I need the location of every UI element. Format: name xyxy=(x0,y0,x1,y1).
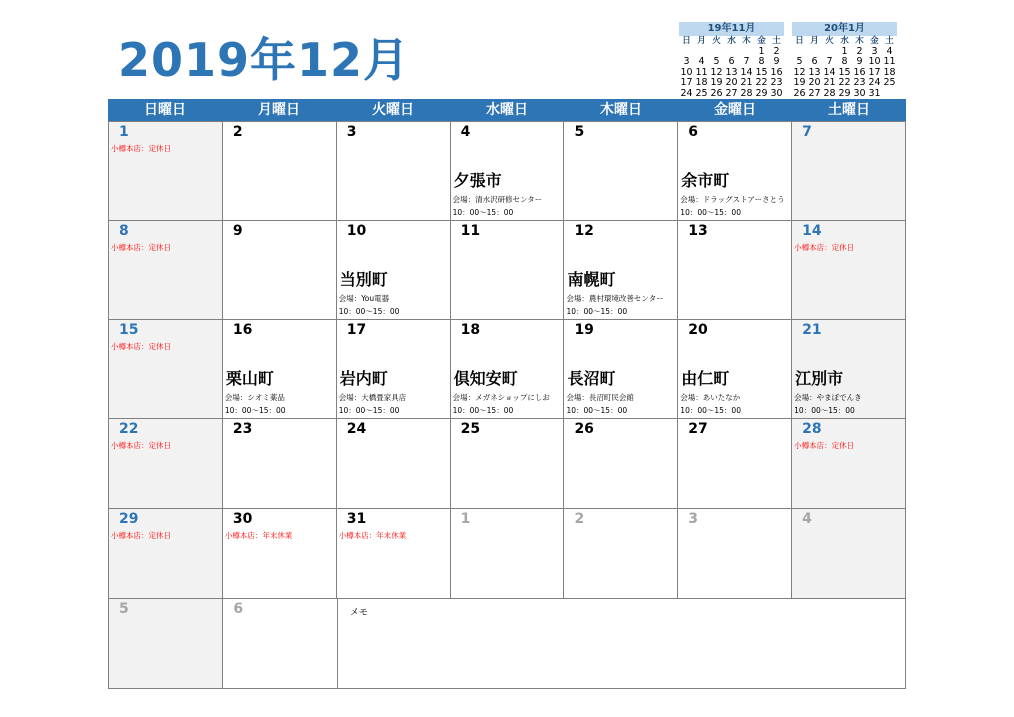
weekday-label: 日曜日 xyxy=(144,102,186,118)
mini-weekday: 日 xyxy=(682,36,691,46)
day-number: 11 xyxy=(460,223,481,239)
week-row xyxy=(109,418,905,508)
mini-calendar-next xyxy=(792,22,897,99)
mini-weekday: 水 xyxy=(840,36,849,46)
mini-weekday: 火 xyxy=(712,36,721,46)
mini-weekday: 月 xyxy=(810,36,819,46)
event-time: 10：00〜15：00 xyxy=(680,406,741,415)
day-number: 29 xyxy=(119,511,139,527)
event-town: 余市町 xyxy=(681,171,730,190)
mini-day: 2 xyxy=(773,45,780,57)
mini-day: 13 xyxy=(725,66,738,78)
day-cell[interactable] xyxy=(677,509,791,598)
mini-week-row xyxy=(679,57,784,68)
weekday-label: 月曜日 xyxy=(258,102,300,118)
day-cell[interactable] xyxy=(109,509,222,598)
event-town: 栗山町 xyxy=(225,369,274,388)
mini-day: 5 xyxy=(796,56,803,67)
event-town: 江別市 xyxy=(795,369,844,388)
weekday-label: 土曜日 xyxy=(828,102,870,118)
day-number: 8 xyxy=(119,223,129,239)
event-time: 10：00〜15：00 xyxy=(338,307,400,316)
day-number: 17 xyxy=(346,322,367,338)
day-number: 21 xyxy=(802,322,822,338)
mini-day: 30 xyxy=(770,87,783,99)
event-time: 10：00〜15：00 xyxy=(566,307,628,316)
day-cell[interactable] xyxy=(109,599,222,688)
week-row xyxy=(109,121,905,220)
event-town: 夕張市 xyxy=(453,171,502,190)
mini-day: 9 xyxy=(856,56,863,67)
day-cell[interactable] xyxy=(109,221,222,319)
day-cell[interactable] xyxy=(563,509,677,598)
mini-day: 21 xyxy=(823,77,836,88)
day-cell[interactable] xyxy=(563,122,677,220)
mini-day: 12 xyxy=(710,66,723,78)
mini-week-row xyxy=(792,89,897,100)
day-number: 30 xyxy=(232,511,253,527)
mini-day: 20 xyxy=(808,77,821,88)
day-cell[interactable] xyxy=(450,419,564,508)
event-time: 10：00〜15：00 xyxy=(566,406,628,415)
day-number: 27 xyxy=(688,421,708,437)
mini-day: 31 xyxy=(868,87,881,99)
day-number: 5 xyxy=(119,601,129,617)
mini-day xyxy=(882,89,897,100)
day-cell[interactable] xyxy=(109,419,222,508)
mini-day: 16 xyxy=(770,66,783,78)
event-time: 10：00〜15：00 xyxy=(794,406,855,415)
mini-day: 22 xyxy=(755,77,768,88)
mini-day: 15 xyxy=(755,66,768,78)
day-number: 6 xyxy=(688,124,699,140)
day-cell[interactable] xyxy=(450,509,564,598)
day-cell[interactable] xyxy=(222,599,336,688)
mini-day: 4 xyxy=(886,45,893,57)
day-number: 12 xyxy=(574,223,594,239)
event-venue: 会場：シオミ薬品 xyxy=(224,393,285,402)
day-number: 1 xyxy=(460,511,471,527)
closure-note: 小樽本店：定休日 xyxy=(111,441,171,450)
day-number: 19 xyxy=(574,322,594,338)
day-cell[interactable] xyxy=(336,320,450,418)
day-cell[interactable] xyxy=(450,122,564,220)
mini-day: 17 xyxy=(680,77,693,88)
mini-day: 25 xyxy=(883,77,896,88)
day-number: 7 xyxy=(802,124,812,140)
mini-day: 29 xyxy=(755,87,768,99)
mini-day: 14 xyxy=(823,66,836,78)
closure-note: 小樽本店：定休日 xyxy=(794,441,855,450)
mini-day: 8 xyxy=(758,56,765,67)
closure-note: 小樽本店：年末休業 xyxy=(224,531,293,540)
event-time: 10：00〜15：00 xyxy=(452,406,514,415)
week-row xyxy=(109,319,905,418)
event-town: 長沼町 xyxy=(567,369,616,388)
mini-day: 10 xyxy=(680,66,693,78)
mini-day: 30 xyxy=(853,87,866,99)
mini-day: 24 xyxy=(680,87,693,99)
day-number: 14 xyxy=(802,223,822,239)
day-cell[interactable] xyxy=(563,419,677,508)
mini-week-row xyxy=(792,57,897,68)
event-venue: 会場：農村環境改善センター xyxy=(566,294,664,303)
mini-day: 1 xyxy=(758,45,765,57)
day-number: 15 xyxy=(119,322,139,338)
day-cell[interactable] xyxy=(450,320,564,418)
day-number: 16 xyxy=(232,322,253,338)
mini-day: 27 xyxy=(808,87,821,99)
closure-note: 小樽本店：定休日 xyxy=(111,144,171,153)
day-cell[interactable] xyxy=(677,419,791,508)
calendar-grid xyxy=(108,121,906,689)
mini-day: 24 xyxy=(868,77,881,88)
mini-day: 26 xyxy=(710,87,723,99)
day-cell[interactable] xyxy=(677,122,791,220)
day-number: 20 xyxy=(688,322,708,338)
weekday-label: 水曜日 xyxy=(486,102,528,118)
mini-day: 10 xyxy=(868,56,881,67)
day-number: 3 xyxy=(688,511,699,527)
day-number: 23 xyxy=(232,421,253,437)
event-venue: 会場：清水沢研修センター xyxy=(452,195,543,204)
closure-note: 小樽本店：年末休業 xyxy=(338,531,407,540)
week-row xyxy=(109,508,905,598)
day-number: 31 xyxy=(346,511,367,527)
event-venue: 会場：大橋畳家具店 xyxy=(338,393,407,402)
mini-day: 27 xyxy=(725,87,738,99)
day-number: 6 xyxy=(233,601,244,617)
mini-calendar-prev-title: 19年11月 xyxy=(679,22,784,36)
day-cell[interactable] xyxy=(336,509,450,598)
mini-day: 23 xyxy=(853,77,866,88)
mini-day: 26 xyxy=(793,87,806,99)
mini-day: 1 xyxy=(841,45,848,57)
event-venue: 会場：やまぼでんき xyxy=(794,393,862,402)
weekday-label: 木曜日 xyxy=(600,102,642,118)
mini-day: 5 xyxy=(713,56,720,67)
day-number: 5 xyxy=(574,124,585,140)
event-town: 由仁町 xyxy=(681,369,730,388)
memo-label: メモ xyxy=(349,608,368,618)
day-number: 22 xyxy=(119,421,139,437)
mini-weekday: 火 xyxy=(825,36,834,46)
calendar xyxy=(108,99,906,689)
mini-weekday: 日 xyxy=(795,36,804,46)
event-venue: 会場：あいたなか xyxy=(680,393,741,402)
day-number: 3 xyxy=(346,124,357,140)
day-cell[interactable] xyxy=(222,221,336,319)
mini-weekday-row xyxy=(679,36,784,47)
day-cell[interactable] xyxy=(109,320,222,418)
week-row xyxy=(109,598,905,688)
mini-day: 19 xyxy=(793,77,806,88)
mini-weekday: 月 xyxy=(697,36,706,46)
day-number: 24 xyxy=(346,421,367,437)
event-time: 10：00〜15：00 xyxy=(224,406,286,415)
mini-weekday: 土 xyxy=(772,36,781,46)
mini-day: 6 xyxy=(811,56,818,67)
closure-note: 小樽本店：定休日 xyxy=(111,342,171,351)
day-cell[interactable] xyxy=(791,419,905,508)
closure-note: 小樽本店：定休日 xyxy=(794,243,855,252)
event-town: 当別町 xyxy=(339,270,388,289)
weekday-label: 金曜日 xyxy=(714,102,756,118)
day-cell[interactable] xyxy=(450,221,564,319)
mini-day: 2 xyxy=(856,45,863,57)
day-number: 2 xyxy=(574,511,585,527)
mini-week-row xyxy=(679,78,784,89)
day-cell[interactable] xyxy=(222,122,336,220)
mini-day: 12 xyxy=(793,66,806,78)
event-venue: 会場：メガネショップにしお xyxy=(452,393,550,402)
day-number: 1 xyxy=(119,124,129,140)
event-town: 岩内町 xyxy=(339,369,388,388)
mini-day: 7 xyxy=(743,56,750,67)
day-number: 10 xyxy=(346,223,367,239)
mini-weekday: 木 xyxy=(855,36,864,46)
event-venue: 会場：You電器 xyxy=(338,294,390,303)
event-venue: 会場：ドラッグストアーさとう xyxy=(680,195,785,204)
mini-day: 7 xyxy=(826,56,833,67)
mini-weekday: 土 xyxy=(885,36,894,46)
day-number: 4 xyxy=(802,511,812,527)
mini-day: 9 xyxy=(773,56,780,67)
mini-day: 8 xyxy=(841,56,848,67)
mini-calendar-prev xyxy=(679,22,784,99)
event-town: 南幌町 xyxy=(567,270,616,289)
mini-day: 18 xyxy=(695,77,708,88)
day-cell[interactable] xyxy=(677,320,791,418)
day-number: 18 xyxy=(460,322,481,338)
mini-day: 3 xyxy=(683,56,690,67)
day-number: 9 xyxy=(232,223,243,239)
mini-day: 6 xyxy=(728,56,735,67)
mini-weekday: 金 xyxy=(757,36,766,46)
closure-note: 小樽本店：定休日 xyxy=(111,243,171,252)
day-cell[interactable] xyxy=(791,320,905,418)
mini-day: 18 xyxy=(883,66,896,78)
event-venue: 会場：長沼町民会館 xyxy=(566,393,634,402)
event-time: 10：00〜15：00 xyxy=(452,208,514,217)
mini-calendar-next-title: 20年1月 xyxy=(792,22,897,36)
mini-day: 28 xyxy=(823,87,836,99)
memo-area[interactable] xyxy=(337,599,905,688)
mini-day: 11 xyxy=(695,66,708,78)
day-cell[interactable] xyxy=(336,221,450,319)
mini-day: 17 xyxy=(868,66,881,78)
mini-weekday: 金 xyxy=(870,36,879,46)
mini-weekday: 水 xyxy=(727,36,736,46)
day-number: 28 xyxy=(802,421,822,437)
weekday-header xyxy=(108,99,906,121)
day-number: 4 xyxy=(460,124,471,140)
day-cell[interactable] xyxy=(336,419,450,508)
mini-day: 20 xyxy=(725,77,738,88)
day-cell[interactable] xyxy=(791,221,905,319)
mini-day: 11 xyxy=(883,56,896,67)
day-cell[interactable] xyxy=(222,509,336,598)
day-cell[interactable] xyxy=(222,320,336,418)
mini-day: 21 xyxy=(740,77,753,88)
day-cell[interactable] xyxy=(109,122,222,220)
day-number: 25 xyxy=(460,421,481,437)
day-cell[interactable] xyxy=(677,221,791,319)
mini-week-row xyxy=(679,89,784,100)
mini-day: 28 xyxy=(740,87,753,99)
mini-day: 15 xyxy=(838,66,851,78)
mini-day: 23 xyxy=(770,77,783,88)
day-cell[interactable] xyxy=(791,122,905,220)
mini-day: 14 xyxy=(740,66,753,78)
closure-note: 小樽本店：定休日 xyxy=(111,531,171,540)
mini-weekday: 木 xyxy=(742,36,751,46)
page-title: 2019年12月 xyxy=(118,33,411,87)
day-cell[interactable] xyxy=(563,221,677,319)
mini-day: 25 xyxy=(695,87,708,99)
event-time: 10：00〜15：00 xyxy=(680,208,741,217)
mini-week-row xyxy=(792,78,897,89)
mini-day: 3 xyxy=(871,45,878,57)
day-number: 13 xyxy=(688,223,708,239)
day-number: 26 xyxy=(574,421,594,437)
mini-day: 13 xyxy=(808,66,821,78)
day-cell[interactable] xyxy=(222,419,336,508)
mini-weekday-row xyxy=(792,36,897,47)
event-time: 10：00〜15：00 xyxy=(338,406,400,415)
day-number: 2 xyxy=(232,124,243,140)
mini-day: 29 xyxy=(838,87,851,99)
event-town: 倶知安町 xyxy=(453,369,518,388)
week-row xyxy=(109,220,905,319)
day-cell[interactable] xyxy=(791,509,905,598)
mini-day: 4 xyxy=(698,56,705,67)
mini-day: 19 xyxy=(710,77,723,88)
day-cell[interactable] xyxy=(563,320,677,418)
day-cell[interactable] xyxy=(336,122,450,220)
mini-day: 22 xyxy=(838,77,851,88)
weekday-label: 火曜日 xyxy=(372,102,414,118)
mini-day: 16 xyxy=(853,66,866,78)
